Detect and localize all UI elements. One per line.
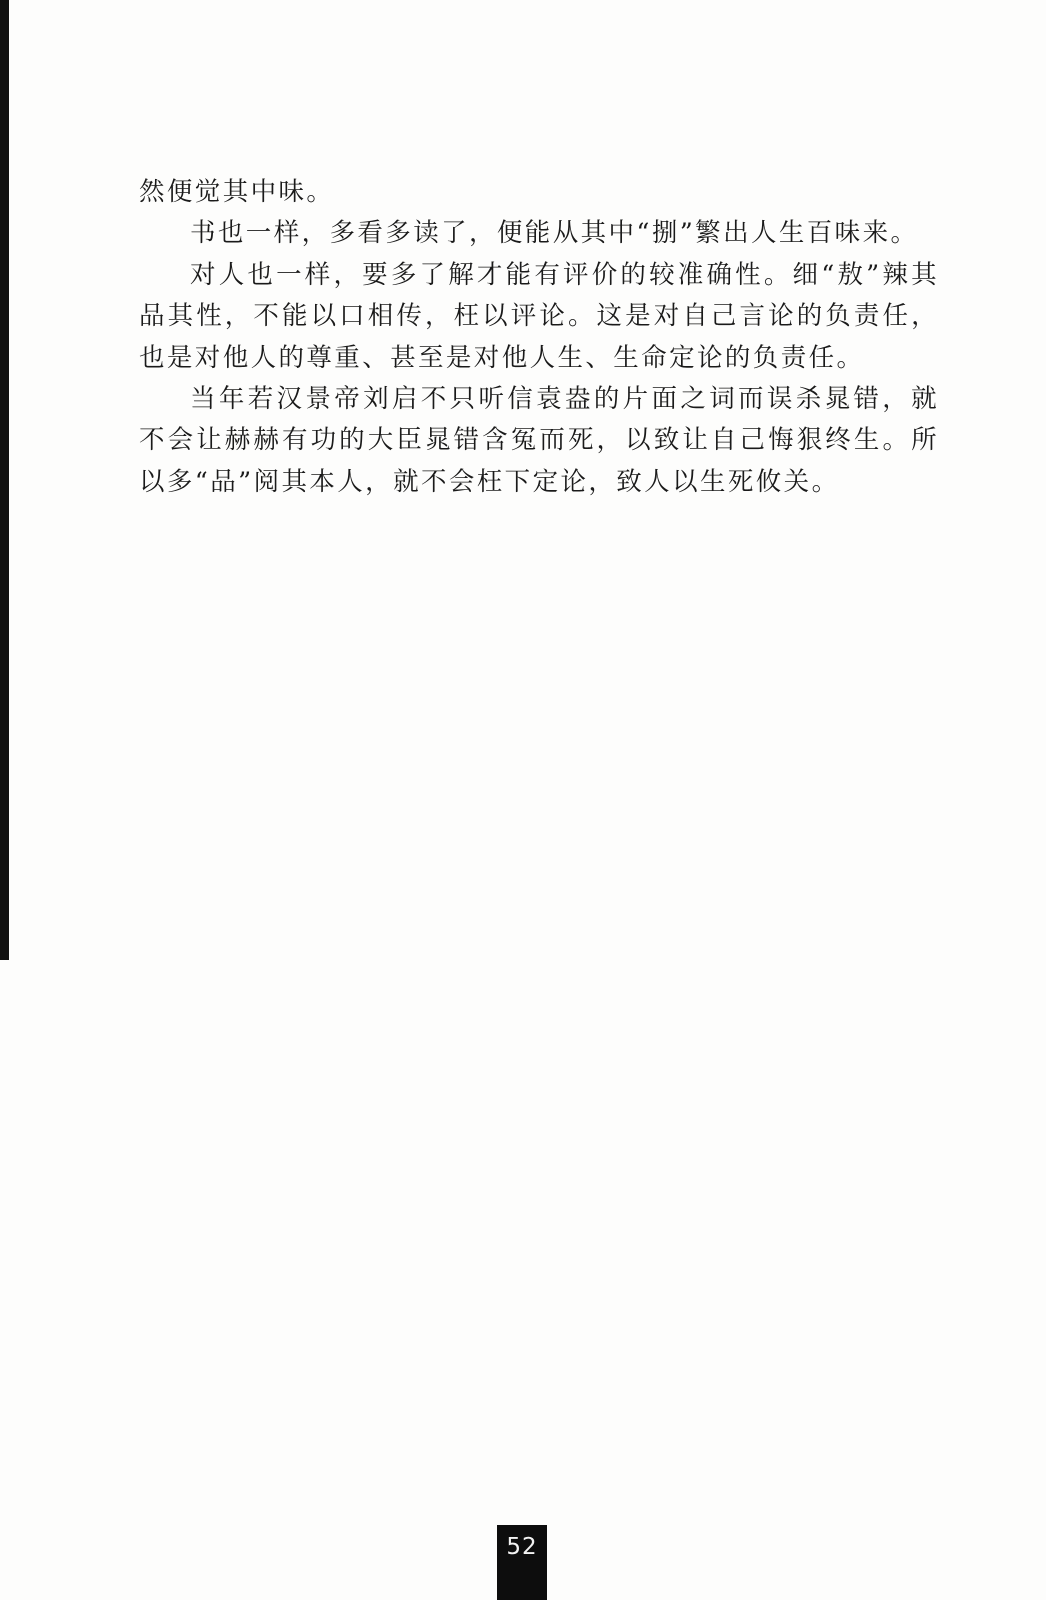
paragraph-people: 对人也一样，要多了解才能有评价的较准确性。细“敖”辣其品其性，不能以口相传，枉以评论。这是对自己言论的负责任，也是对他人的尊重、甚至是对他人生、生命定论的负责任。 [139,259,939,373]
body-text [139,172,939,503]
paragraph-continuation: 然便觉其中味。 [139,177,335,207]
page-number: 52 [497,1525,547,1600]
paragraph-history: 当年若汉景帝刘启不只听信袁盎的片面之词而误杀晁错，就不会让赫赫有功的大臣晁错含冤而死，以致让自己悔狠终生。所以多“品”阅其本人，就不会枉下定论，致人以生死攸关。 [139,384,939,497]
paragraph-books: 书也一样，多看多读了，便能从其中“捌”繁出人生百味来。 [190,218,919,249]
scan-left-edge [0,0,9,960]
